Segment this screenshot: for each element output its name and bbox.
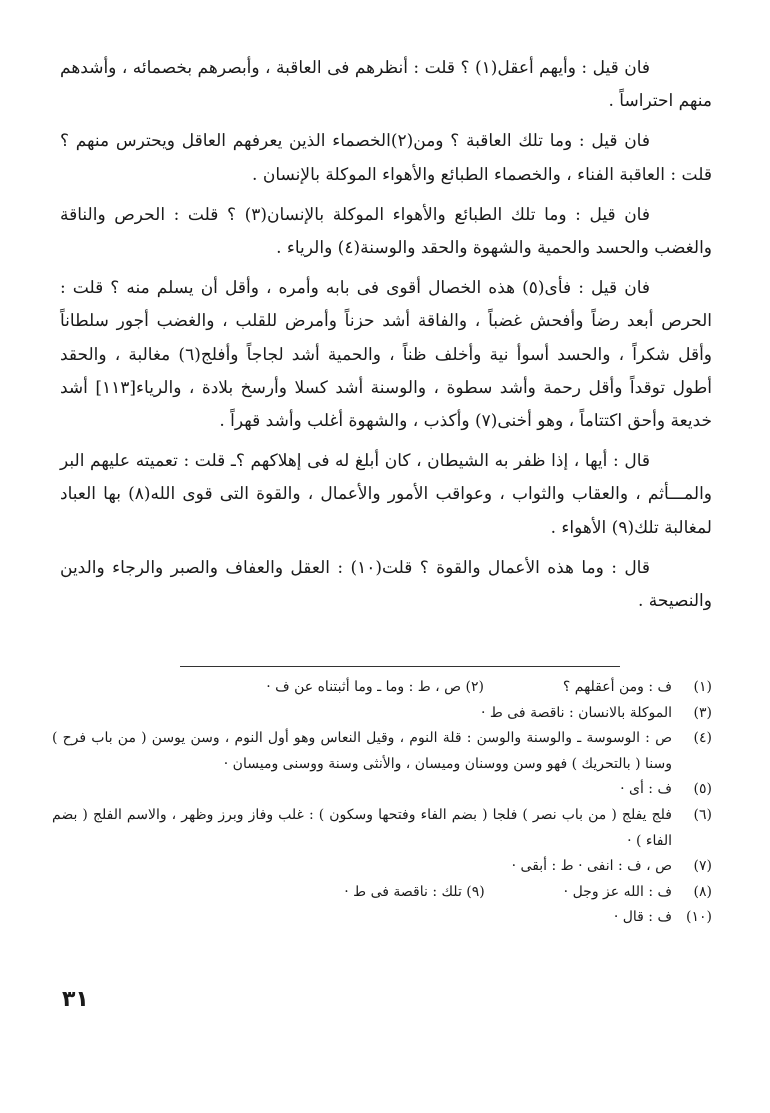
footnote-text: ص ، ف : انفى · ط : أبقى · bbox=[511, 858, 672, 875]
footnote-text: ص ، ط : وما ـ وما أثبتناه عن ف · bbox=[266, 679, 462, 695]
footnote-text: الموكلة بالانسان : ناقصة فى ط · bbox=[480, 704, 672, 721]
paragraph-5: قال : أيها ، إذا ظفر به الشيطان ، كان أبلغ له فى إهلاكهم ؟ـ قلت : تعميته عليهم البر والمـــأثم ، والعقاب والثواب ، وعواقب الأمور والأعمال ، والقوة التى قوى الله(٨) بها العباد لمغالبة تلك(٩) الأهواء . bbox=[60, 451, 713, 538]
paragraph-2: فان قيل : وما تلك العاقبة ؟ ومن(٢)الخصماء الذين يعرفهم العاقل ويحترس منهم ؟ قلت : العاقبة الفناء ، والخصماء الطبائع والأهواء الموكلة بالإنسان . bbox=[60, 131, 712, 185]
footnote-6 bbox=[52, 803, 712, 854]
footnote-number: (١٠) bbox=[686, 909, 712, 926]
footnote-5 bbox=[52, 777, 712, 803]
footnote-text: تلك : ناقصة فى ط · bbox=[344, 883, 462, 900]
footnote-text: ص : الوسوسة ـ والوسنة والوسن : قلة النوم ، وقيل النعاس وهو أول النوم ، وسن يوسن ( من باب فرح ) وسنا ( بالتحريك ) فهو وسن ووسنان وميسان ، والأنثى وسنة ووسنى وميسان · bbox=[52, 730, 672, 772]
footnote-10 bbox=[52, 905, 712, 931]
paragraph-4: فان قيل : فأى(٥) هذه الخصال أقوى فى بابه وأمره ، وأقل أن يسلم منه ؟ قلت : الحرص أبعد رضاً وأفحش غضباً ، والفاقة أشد حزناً وأمرض للقلب ، والغضب أجور سلطاناً وأقل شكراً ، والحسد أسوأ نية وأخلف ظناً ، والحمية أشد لجاجاً وأفلج(٦) مغالبة ، والحقد أطول توقداً وأقل رحمة وأشد سطوة ، والوسنة أشد كسلا وأرسخ بلادة ، والرياء[١١٣] أشد خديعة وأحق اكتتاماً ، وهو أخنى(٧) وأكذب ، والشهوة أغلب وأشد قهراً . bbox=[60, 278, 712, 432]
footnote-text: فلج يفلج ( من باب نصر ) فلجا ( بضم الفاء وفتحها وسكون ) : غلب وفاز وبرز وظهر ، والاسم الفلج ( بضم الفاء ) · bbox=[52, 806, 672, 849]
footnote-8-9 bbox=[52, 880, 712, 906]
footnote-text: ف : قال · bbox=[613, 909, 672, 926]
page-number: ٣١ bbox=[62, 987, 89, 1012]
footnote-number: (٦) bbox=[693, 806, 712, 823]
main-text bbox=[60, 52, 712, 625]
footnote-number: (٤) bbox=[693, 730, 712, 747]
footnote-number: (٩) bbox=[466, 883, 485, 900]
paragraph-1: فان قيل : وأيهم أعقل(١) ؟ قلت : أنظرهم فى العاقبة ، وأبصرهم بخصمائه ، وأشدهم منهم احتراساً . bbox=[60, 58, 712, 112]
footnote-number: (١) bbox=[693, 679, 712, 695]
footnote-text: ف : الله عز وجل · bbox=[563, 883, 672, 900]
paragraph-6: قال : وما هذه الأعمال والقوة ؟ قلت(١٠) : العقل والعفاف والصبر والرجاء والدين والنصيحة . bbox=[60, 557, 712, 612]
footnote-7 bbox=[52, 854, 712, 880]
paragraph-3: فان قيل : وما تلك الطبائع والأهواء الموكلة بالإنسان(٣) ؟ قلت : الحرص والناقة والغضب والحسد والحمية والشهوة والحقد والوسنة(٤) والرياء . bbox=[60, 204, 712, 259]
footnote-4 bbox=[52, 726, 712, 777]
footnote-number: (٥) bbox=[693, 781, 712, 798]
footnote-divider bbox=[180, 666, 620, 667]
footnote-text: ف : أى · bbox=[620, 781, 672, 798]
footnote-3 bbox=[52, 701, 712, 727]
footnote-text: ف : ومن أعقلهم ؟ bbox=[562, 679, 672, 695]
footnote-number: (٨) bbox=[693, 883, 712, 900]
footnote-number: (٢) bbox=[465, 679, 484, 695]
footnotes bbox=[52, 675, 712, 931]
footnote-number: (٣) bbox=[693, 704, 712, 721]
footnote-number: (٧) bbox=[693, 858, 712, 875]
footnote-1-2 bbox=[52, 675, 712, 701]
